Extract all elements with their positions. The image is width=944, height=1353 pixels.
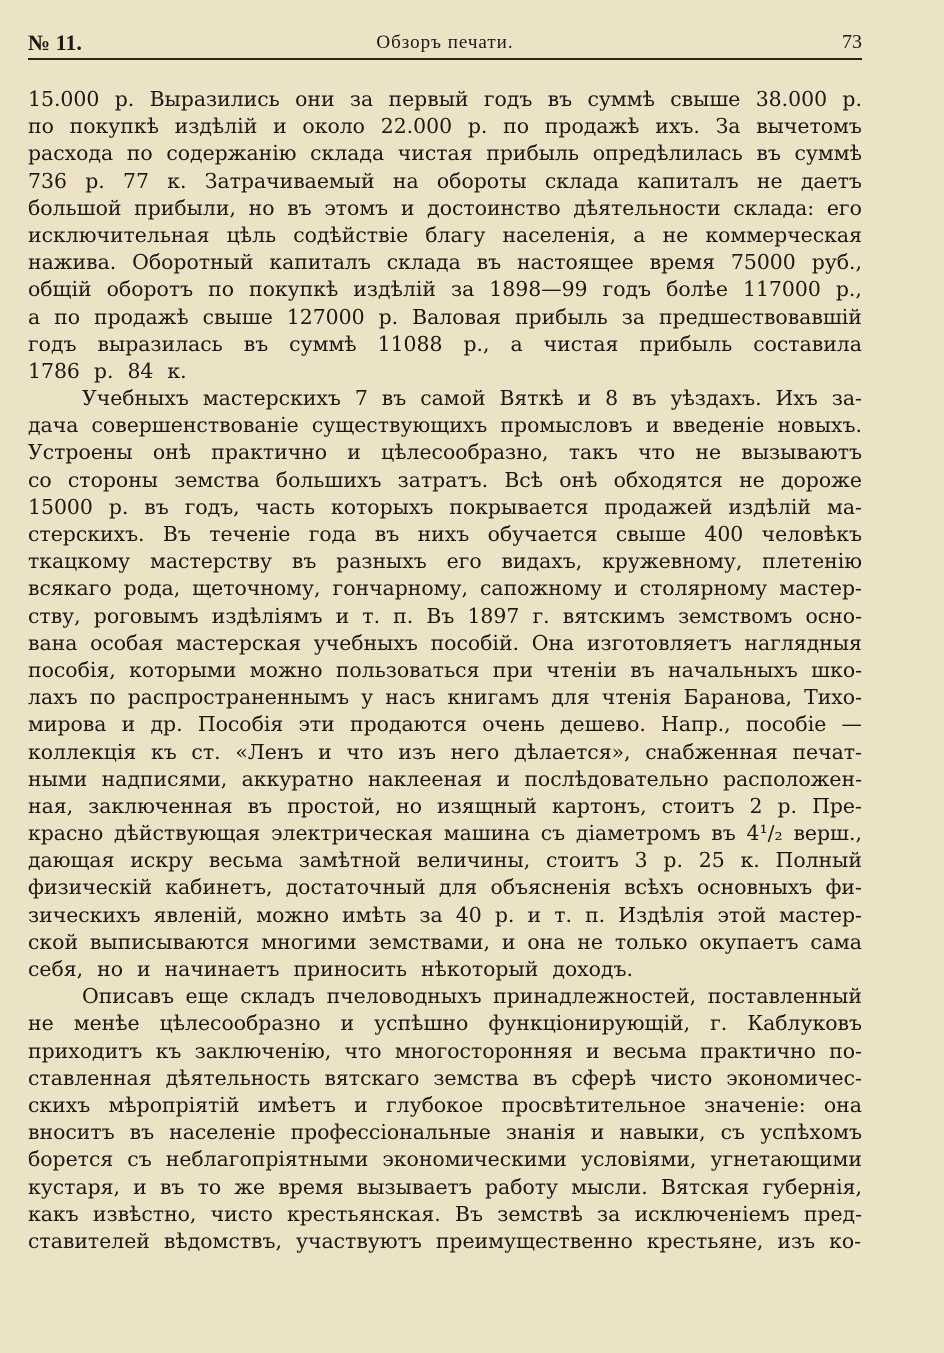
text-line: мирова и др. Пособія эти продаются очень дешево. Напр., пособіе — <box>28 712 862 737</box>
running-title: Обзоръ печати. <box>376 32 514 53</box>
text-line: нажива. Оборотный капиталъ склада въ настоящее время 75000 руб., <box>28 250 862 275</box>
paragraph <box>28 385 862 983</box>
text-line: приходитъ къ заключенію, что многосторонняя и весьма практично по- <box>28 1038 862 1063</box>
text-line: зическихъ явленій, можно имѣть за 40 р. и т. п. Издѣлія этой мастер- <box>28 902 862 927</box>
text-line: всякаго рода, щеточному, гончарному, сапожному и столярному мастер- <box>28 576 862 601</box>
page-header <box>28 28 862 60</box>
text-line: вана особая мастерская учебныхъ пособій. Она изготовляетъ наглядныя <box>28 630 862 655</box>
text-line: пособія, которыми можно пользоваться при чтеніи въ начальныхъ шко- <box>28 657 862 682</box>
paragraph <box>28 86 862 385</box>
text-line: ставителей вѣдомствъ, участвуютъ преимущественно крестьяне, изъ ко- <box>28 1228 861 1253</box>
issue-number: № 11. <box>28 30 82 55</box>
text-line: ской выписываются многими земствами, и она не только окупаетъ сама <box>28 929 862 954</box>
text-line: расхода по содержанію склада чистая прибыль опредѣлилась въ суммѣ <box>28 141 862 166</box>
text-line: общій оборотъ по покупкѣ издѣлій за 1898—99 годъ болѣе 117000 р., <box>28 277 862 302</box>
text-line: какъ извѣстно, чисто крестьянская. Въ земствѣ за исключеніемъ пред- <box>28 1201 862 1226</box>
text-line: 15000 р. въ годъ, часть которыхъ покрывается продажей издѣлій ма- <box>28 494 862 519</box>
text-line: дающая искру весьма замѣтной величины, стоитъ 3 р. 25 к. Полный <box>28 848 862 873</box>
text-line: Описавъ еще складъ пчеловодныхъ принадлежностей, поставленный <box>82 984 862 1009</box>
text-line: вноситъ въ населеніе профессіональные знанія и навыки, съ успѣхомъ <box>28 1120 862 1145</box>
text-line: лахъ по распространеннымъ у насъ книгамъ для чтенія Баранова, Тихо- <box>28 685 862 710</box>
paragraph <box>28 983 862 1255</box>
text-line: коллекція къ ст. «Ленъ и что изъ него дѣлается», снабженная печат- <box>28 739 862 764</box>
text-line: со стороны земства большихъ затратъ. Всѣ онѣ обходятся не дороже <box>28 467 862 492</box>
text-line: Учебныхъ мастерскихъ 7 въ самой Вяткѣ и 8 въ уѣздахъ. Ихъ за- <box>82 386 862 411</box>
text-line: стерскихъ. Въ теченіе года въ нихъ обучается свыше 400 человѣкъ <box>28 522 862 546</box>
text-line: ткацкому мастерству въ разныхъ его видахъ, кружевному, плетенію <box>28 549 862 574</box>
text-line: кустаря, и въ то же время вызываетъ работу мысли. Вятская губернія, <box>28 1174 862 1199</box>
text-line: ными надписями, аккуратно наклееная и послѣдовательно расположен- <box>28 766 862 791</box>
text-line: годъ выразилась въ суммѣ 11088 р., а чистая прибыль составила <box>28 331 862 356</box>
page-number: 73 <box>842 31 862 53</box>
text-line: физическій кабинетъ, достаточный для объясненія всѣхъ основныхъ фи- <box>28 875 862 900</box>
text-line: ная, заключенная въ простой, но изящный картонъ, стоитъ 2 р. Пре- <box>28 793 862 818</box>
text-line: исключительная цѣль содѣйствіе благу населенія, а не коммерческая <box>28 222 862 247</box>
text-line: 1786 р. 84 к. <box>28 358 187 383</box>
text-line: дача совершенствованіе существующихъ промысловъ и введеніе новыхъ. <box>28 413 862 438</box>
text-line: себя, но и начинаетъ приносить нѣкоторый доходъ. <box>28 957 633 981</box>
text-line: 736 р. 77 к. Затрачиваемый на обороты склада капиталъ не даетъ <box>28 168 862 193</box>
text-line: по покупкѣ издѣлій и около 22.000 р. по продажѣ ихъ. За вычетомъ <box>28 114 862 139</box>
text-line: борется съ неблагопріятными экономическими условіями, угнетающими <box>28 1147 862 1172</box>
text-line: большой прибыли, но въ этомъ и достоинство дѣятельности склада: его <box>28 195 862 220</box>
page-body <box>28 86 862 1255</box>
text-line: скихъ мѣропріятій имѣетъ и глубокое просвѣтительное значеніе: она <box>28 1092 862 1117</box>
text-line: не менѣе цѣлесообразно и успѣшно функціонирующій, г. Каблуковъ <box>28 1011 862 1036</box>
text-line: Устроены онѣ практично и цѣлесообразно, такъ что не вызываютъ <box>28 440 862 465</box>
text-line: 15.000 р. Выразились они за первый годъ въ суммѣ свыше 38.000 р. <box>28 87 862 111</box>
text-line: красно дѣйствующая электрическая машина съ діаметромъ въ 4¹/₂ верш., <box>28 821 862 846</box>
text-line: ству, роговымъ издѣліямъ и т. п. Въ 1897 г. вятскимъ земствомъ осно- <box>28 603 862 628</box>
text-line: ставленная дѣятельность вятскаго земства въ сферѣ чисто экономичес- <box>28 1065 862 1090</box>
text-line: а по продажѣ свыше 127000 р. Валовая прибыль за предшествовавшій <box>28 304 862 329</box>
